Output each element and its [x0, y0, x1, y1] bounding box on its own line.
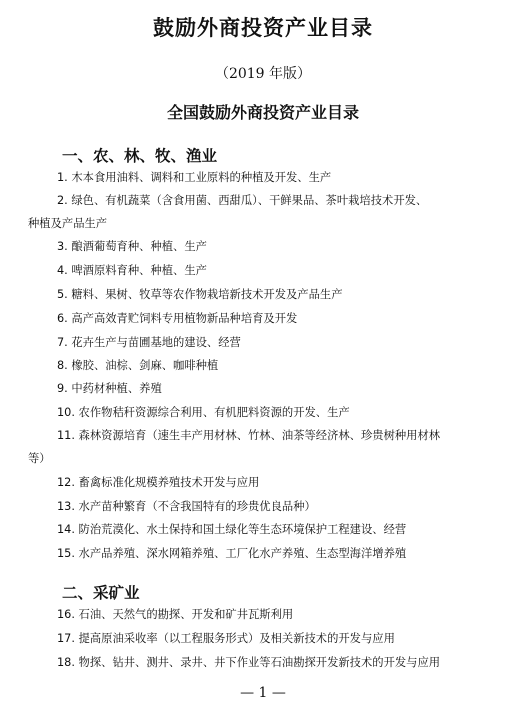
catalog-item-2: 2. 绿色、有机蔬菜（含食用菌、西甜瓜）、干鲜果品、茶叶栽培技术开发、 [57, 194, 428, 207]
edition-label: （2019 年版） [214, 66, 312, 82]
catalog-item-15: 15. 水产品养殖、深水网箱养殖、工厂化水产养殖、生态型海洋增养殖 [57, 547, 407, 560]
catalog-item-9: 9. 中药材种植、养殖 [57, 382, 162, 395]
catalog-item-12: 12. 畜禽标准化规模养殖技术开发与应用 [57, 476, 260, 489]
catalog-item-1: 1. 木本食用油料、调料和工业原料的种植及开发、生产 [57, 171, 332, 184]
catalog-item-8: 8. 橡胶、油棕、剑麻、咖啡种植 [57, 359, 219, 372]
section-heading-agriculture: 一、农、林、牧、渔业 [62, 147, 218, 165]
catalog-item-7: 7. 花卉生产与苗圃基地的建设、经营 [57, 336, 241, 349]
catalog-item-2-continuation: 种植及产品生产 [28, 217, 108, 230]
catalog-item-6: 6. 高产高效青贮饲料专用植物新品种培育及开发 [57, 312, 298, 325]
catalog-item-10: 10. 农作物秸秆资源综合利用、有机肥料资源的开发、生产 [57, 406, 350, 419]
catalog-item-5: 5. 糖料、果树、牧草等农作物栽培新技术开发及产品生产 [57, 288, 343, 301]
catalog-item-11: 11. 森林资源培育（速生丰产用材林、竹林、油茶等经济林、珍贵树种用材林 [57, 429, 441, 442]
page-number: — 1 — [240, 685, 286, 701]
catalog-item-11-continuation: 等） [28, 452, 51, 465]
section-heading-mining: 二、采矿业 [62, 584, 140, 602]
catalog-item-18: 18. 物探、钻井、测井、录井、井下作业等石油勘探开发新技术的开发与应用 [57, 656, 441, 669]
catalog-subtitle: 全国鼓励外商投资产业目录 [166, 103, 359, 122]
document-title: 鼓励外商投资产业目录 [153, 16, 373, 40]
catalog-item-14: 14. 防治荒漠化、水土保持和国土绿化等生态环境保护工程建设、经营 [57, 523, 407, 536]
catalog-item-3: 3. 酿酒葡萄育种、种植、生产 [57, 240, 207, 253]
catalog-item-13: 13. 水产苗种繁育（不含我国特有的珍贵优良品种） [57, 500, 316, 513]
catalog-item-16: 16. 石油、天然气的勘探、开发和矿井瓦斯利用 [57, 608, 294, 621]
catalog-item-4: 4. 啤酒原料育种、种植、生产 [57, 264, 207, 277]
catalog-item-17: 17. 提高原油采收率（以工程服务形式）及相关新技术的开发与应用 [57, 632, 395, 645]
